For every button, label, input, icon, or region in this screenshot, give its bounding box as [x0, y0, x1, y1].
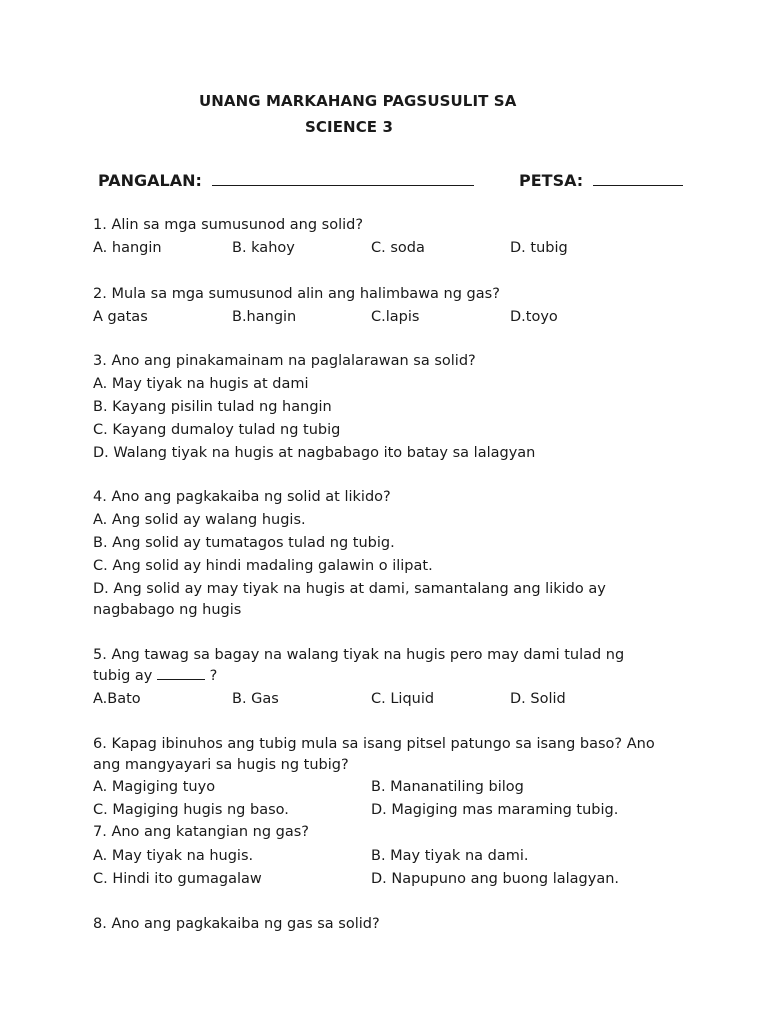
name-field: [98, 171, 474, 190]
q5-option-c: C. Liquid: [371, 691, 435, 707]
name-label: PANGALAN:: [98, 171, 202, 190]
q5-option-d: D. Solid: [510, 691, 566, 707]
q3-option-c: C. Kayang dumaloy tulad ng tubig: [93, 422, 341, 438]
question-4: 4. Ano ang pagkakaiba ng solid at likido?: [93, 489, 391, 505]
q2-option-b: B.hangin: [232, 309, 297, 325]
q2-option-d: D.toyo: [510, 309, 558, 325]
q3-option-a: A. May tiyak na hugis at dami: [93, 376, 309, 392]
q2-option-c: C.lapis: [371, 309, 420, 325]
q4-option-d-continued: nagbabago ng hugis: [93, 602, 242, 618]
date-label: PETSA:: [519, 171, 584, 190]
question-5-line-2: [93, 667, 217, 685]
q3-option-d: D. Walang tiyak na hugis at nagbabago ito batay sa lalagyan: [93, 445, 536, 461]
q3-option-b: B. Kayang pisilin tulad ng hangin: [93, 399, 332, 415]
question-6-line-2: ang mangyayari sa hugis ng tubig?: [93, 757, 349, 773]
q1-option-b: B. kahoy: [232, 240, 295, 256]
q5-line2-end: ?: [209, 668, 218, 684]
q1-option-d: D. tubig: [510, 240, 568, 256]
q6-option-d: D. Magiging mas maraming tubig.: [371, 802, 619, 818]
q6-option-c: C. Magiging hugis ng baso.: [93, 802, 289, 818]
q5-option-b: B. Gas: [232, 691, 279, 707]
question-5: 5. Ang tawag sa bagay na walang tiyak na hugis pero may dami tulad ng: [93, 647, 625, 663]
q5-option-a: A.Bato: [93, 691, 141, 707]
q4-option-b: B. Ang solid ay tumatagos tulad ng tubig.: [93, 535, 395, 551]
page-title: UNANG MARKAHANG PAGSUSULIT SA: [199, 92, 517, 110]
q5-answer-blank[interactable]: [157, 667, 205, 680]
question-7: 7. Ano ang katangian ng gas?: [93, 824, 309, 840]
name-blank-line[interactable]: [212, 173, 474, 186]
q5-line2-start: tubig ay: [93, 668, 153, 684]
q7-option-b: B. May tiyak na dami.: [371, 848, 529, 864]
question-6: 6. Kapag ibinuhos ang tubig mula sa isang pitsel patungo sa isang baso? Ano: [93, 736, 655, 752]
q1-option-c: C. soda: [371, 240, 425, 256]
question-3: 3. Ano ang pinakamainam na paglalarawan sa solid?: [93, 353, 476, 369]
q1-option-a: A. hangin: [93, 240, 162, 256]
q7-option-d: D. Napupuno ang buong lalagyan.: [371, 871, 620, 887]
date-blank-line[interactable]: [593, 173, 683, 186]
question-8: 8. Ano ang pagkakaiba ng gas sa solid?: [93, 916, 380, 932]
question-1: 1. Alin sa mga sumusunod ang solid?: [93, 217, 364, 233]
q4-option-d: D. Ang solid ay may tiyak na hugis at dami, samantalang ang likido ay: [93, 581, 606, 597]
question-2: 2. Mula sa mga sumusunod alin ang halimbawa ng gas?: [93, 286, 500, 302]
q4-option-a: A. Ang solid ay walang hugis.: [93, 512, 306, 528]
q2-option-a: A gatas: [93, 309, 148, 325]
q6-option-b: B. Mananatiling bilog: [371, 779, 524, 795]
page-subtitle: SCIENCE 3: [305, 118, 394, 136]
date-field: [519, 171, 683, 190]
q7-option-a: A. May tiyak na hugis.: [93, 848, 254, 864]
q6-option-a: A. Magiging tuyo: [93, 779, 216, 795]
q4-option-c: C. Ang solid ay hindi madaling galawin o ilipat.: [93, 558, 433, 574]
q7-option-c: C. Hindi ito gumagalaw: [93, 871, 262, 887]
